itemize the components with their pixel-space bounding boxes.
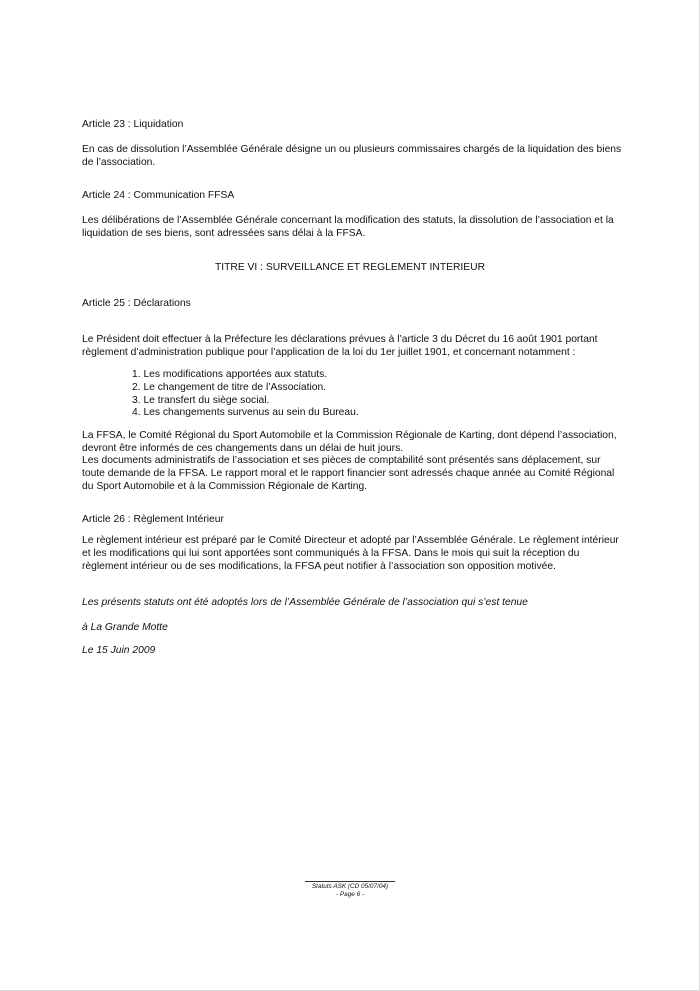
article-25-intro: Le Président doit effectuer à la Préfecture les déclarations prévues à l’article 3 du Décret du 16 août 1901 portant règlement d’administration publique pour l’application de la loi du 1er juillet 1901, et concernant notamment : bbox=[82, 334, 598, 358]
closing-date: Le 15 Juin 2009 bbox=[82, 645, 156, 656]
section-title: TITRE VI : SURVEILLANCE ET REGLEMENT INTERIEUR bbox=[214, 262, 486, 273]
closing-location: à La Grande Motte bbox=[82, 622, 168, 633]
footer-divider bbox=[305, 881, 395, 882]
article-23-heading: Article 23 : Liquidation bbox=[82, 119, 184, 130]
list-item: 2. Le changement de titre de l’Association. bbox=[132, 381, 327, 393]
article-25-paragraph-2: Les documents administratifs de l’association et ses pièces de comptabilité sont présentés sans déplacement, sur toute demande de la FFSA. Le rapport moral et le rapport financier sont adressés chaque année au Comité Régional du Sport Automobile et à la Commission Régionale de Karting. bbox=[82, 455, 615, 492]
list-item: 4. Les changements survenus au sein du Bureau. bbox=[132, 407, 359, 419]
list-item: 1. Les modifications apportées aux statuts. bbox=[132, 369, 328, 380]
article-25-heading: Article 25 : Déclarations bbox=[82, 298, 191, 309]
article-26-body: Le règlement intérieur est préparé par le Comité Directeur et adopté par l’Assemblée Générale. Le règlement intérieur et les modifications qui lui sont apportées sont communiqués à la FFSA. Dans le mois qui suit la réception du règlement intérieur ou de ses modifications, la FFSA peut notifier à l’association son opposition motivée. bbox=[82, 535, 619, 572]
article-25-paragraph-1: La FFSA, le Comité Régional du Sport Automobile et la Commission Régionale de Karting, dont dépend l’association, devront être informés de ces changements dans un délai de huit jours. bbox=[82, 430, 617, 454]
article-23-body: En cas de dissolution l’Assemblée Générale désigne un ou plusieurs commissaires chargés de la liquidation des biens de l’association. bbox=[82, 144, 622, 168]
list-item: 3. Le transfert du siège social. bbox=[132, 394, 270, 406]
article-24-body: Les délibérations de l’Assemblée Générale concernant la modification des statuts, la dissolution de l’association et la liquidation de ses biens, sont adressées sans délai à la FFSA. bbox=[82, 215, 614, 239]
article-24-heading: Article 24 : Communication FFSA bbox=[82, 190, 235, 201]
declarations-list bbox=[82, 369, 359, 420]
footer-page-number: - Page 6 - bbox=[335, 891, 365, 898]
footer-document-ref: Statuts ASK (CD 05/07/04) bbox=[311, 883, 389, 890]
article-26-heading: Article 26 : Règlement Intérieur bbox=[82, 514, 224, 525]
closing-statement: Les présents statuts ont été adoptés lors de l’Assemblée Générale de l’association qui s’est tenue bbox=[82, 597, 528, 608]
